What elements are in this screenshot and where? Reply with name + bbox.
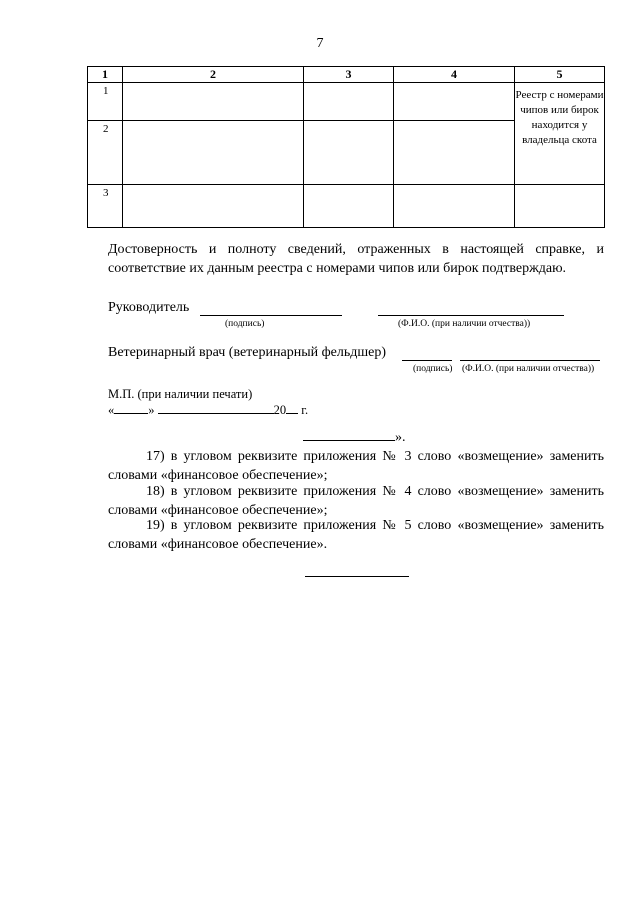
table-cell [394,185,515,228]
table-header-cell: 4 [394,67,515,83]
head-signature-caption: (подпись) [225,319,265,329]
table-header-row [88,67,605,83]
table-header-cell: 2 [123,67,304,83]
head-name-line[interactable] [378,315,564,316]
table-cell [123,83,304,121]
closing-blank [303,440,395,441]
head-label: Руководитель [108,300,190,315]
amendment-item: 19) в угловом реквизите приложения № 5 слово «возмещение» заменить словами «финансовое обеспечение». [108,518,604,552]
vet-signature-caption: (подпись) [413,364,453,374]
year-prefix: 20 [273,403,287,417]
table-row [88,83,605,121]
date-open-quote: « [108,403,115,417]
table-cell [394,83,515,121]
vet-label: Ветеринарный врач (ветеринарный фельдшер) [108,345,387,360]
table-cell [123,121,304,185]
amendment-item: 18) в угловом реквизите приложения № 4 слово «возмещение» заменить словами «финансовое обеспечение»; [108,484,604,518]
table-header-cell: 3 [304,67,394,83]
end-divider [305,576,409,577]
row-number: 2 [88,121,123,185]
table-cell [123,185,304,228]
closing-line [303,430,406,446]
table-header-cell: 5 [515,67,605,83]
certification-paragraph: Достоверность и полноту сведений, отраженных в настоящей справке, и соответствие их данным реестра с номерами чипов или бирок подтверждаю. [108,242,604,276]
table-row [88,185,605,228]
date-close-quote: » [148,403,155,417]
head-signature-line[interactable] [200,315,342,316]
row-number: 3 [88,185,123,228]
amendment-item: 17) в угловом реквизите приложения № 3 слово «возмещение» заменить словами «финансовое обеспечение»; [108,449,604,483]
month-blank[interactable] [158,413,274,414]
date-line [108,403,308,418]
page-number: 7 [316,36,324,51]
vet-name-caption: (Ф.И.О. (при наличии отчества)) [462,364,595,374]
year-suffix: г. [301,403,309,417]
table-cell [304,185,394,228]
row-number: 1 [88,83,123,121]
table-header-cell: 1 [88,67,123,83]
registry-note-cell: Реестр с номерами чипов или бирок находится у владельца скота [515,83,605,185]
table-cell [394,121,515,185]
table-cell [515,185,605,228]
table-cell [304,83,394,121]
head-name-caption: (Ф.И.О. (при наличии отчества)) [398,319,531,329]
vet-signature-line[interactable] [402,360,452,361]
year-blank[interactable] [286,413,298,414]
livestock-table [87,66,605,228]
day-blank[interactable] [114,413,148,414]
table-cell [304,121,394,185]
closing-mark: ». [395,430,406,445]
stamp-label: М.П. (при наличии печати) [108,387,253,401]
vet-name-line[interactable] [460,360,600,361]
